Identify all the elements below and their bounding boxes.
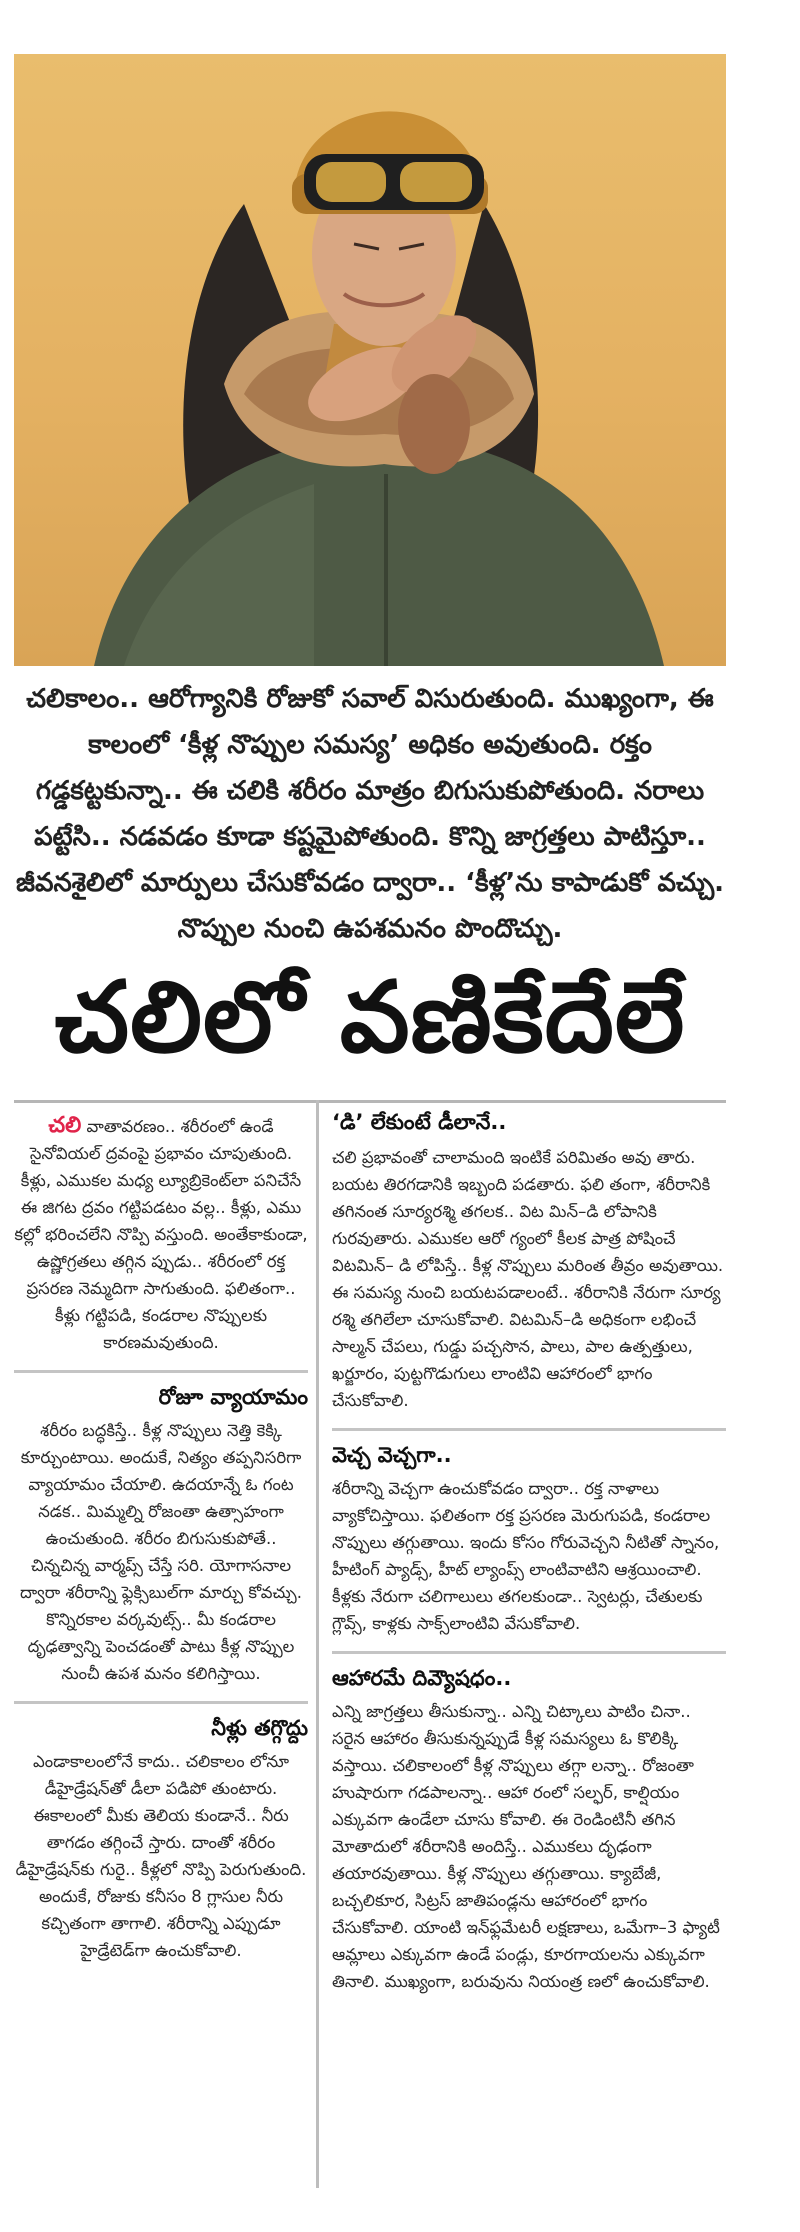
section-divider	[332, 1428, 726, 1431]
section-divider	[332, 1651, 726, 1654]
article-headline: చలిలో వణికేదేలే	[54, 961, 686, 1075]
right-column	[332, 1106, 726, 1995]
column-top-rule	[14, 1100, 726, 1103]
section-title-exercise: రోజూ వ్యాయామం	[158, 1385, 308, 1409]
opening-paragraph	[14, 1112, 308, 1356]
section-body-water: ఎండాకాలంలోనే కాదు.. చలికాలం లోనూ డీహైడ్రేషన్‌తో డీలా పడిపో తుంటారు. ఈకాలంలో మీకు తెలియ కుండానే.. నీరు తాగడం తగ్గించే స్తారు. దాంతో శరీరం డీహైడ్రేషన్‌కు గురై.. కీళ్లలో నొప్పి పెరుగుతుంది. అందుకే, రోజుకు కనీసం 8 గ్లాసుల నీరు కచ్చితంగా తాగాలి. శరీరాన్ని ఎప్పుడూ హైడ్రేటెడ్‌గా ఉంచుకోవాలి.	[15, 1752, 307, 1960]
section-title-warmth: వెచ్చ వెచ్చగా..	[332, 1443, 452, 1467]
section-body-vitamin-d: చలి ప్రభావంతో చాలామంది ఇంటికే పరిమితం అవు తారు. బయట తిరగడానికి ఇబ్బంది పడతారు. ఫలి తంగా, శరీరానికి తగినంత సూర్యరశ్మి తగలక.. విట మిన్–డి లోపానికి గురవుతారు. ఎముకల ఆరో గ్యంలో కీలక పాత్ర పోషించే విటమిన్– డి లోపిస్తే.. కీళ్ల నొప్పులు మరింత తీవ్రం అవుతాయి. ఈ సమస్య నుంచి బయటపడాలంటే.. శరీరానికి నేరుగా సూర్య రశ్మి తగిలేలా చూసుకోవాలి. విటమిన్–డి అధికంగా లభించే సాల్మన్ చేపలు, గుడ్డు పచ్చసొన, పాలు, పాల ఉత్పత్తులు, ఖర్జూరం, పుట్టగొడుగులు లాంటివి ఆహారంలో భాగం చేసుకోవాలి.	[332, 1148, 724, 1410]
opening-dropcap: చలి	[48, 1113, 82, 1138]
intro-paragraph: చలికాలం.. ఆరోగ్యానికి రోజుకో సవాల్ విసురుతుంది. ముఖ్యంగా, ఈ కాలంలో ‘కీళ్ల నొప్పుల సమస్య’ అధికం అవుతుంది. రక్తం గడ్డకట్టకున్నా.. ఈ చలికి శరీరం మాత్రం బిగుసుకుపోతుంది. నరాలు పట్టేసి.. నడవడం కూడా కష్టమైపోతుంది. కొన్ని జాగ్రత్తలు పాటిస్తూ.. జీవనశైలిలో మార్పులు చేసుకోవడం ద్వారా.. ‘కీళ్ల’ను కాపాడుకో వచ్చు. నొప్పుల నుంచి ఉపశమనం పొందొచ్చు.	[15, 684, 724, 944]
section-title-water: నీళ్లు తగ్గొద్దు	[211, 1716, 308, 1740]
woman-in-winter-clothes-illustration	[14, 54, 726, 666]
section-title-vitamin-d: ‘డి’ లేకుంటే డీలానే..	[332, 1110, 507, 1134]
section-body-exercise: శరీరం బద్ధకిస్తే.. కీళ్ల నొప్పులు నెత్తి కెక్కి కూర్చుంటాయి. అందుకే, నిత్యం తప్పనిసరిగా వ్యాయామం చేయాలి. ఉదయాన్నే ఓ గంట నడక.. మిమ్మల్ని రోజంతా ఉత్సాహంగా ఉంచుతుంది. శరీరం బిగుసుకుపోతే.. చిన్నచిన్న వార్మప్స్ చేస్తే సరి. యోగాసనాల ద్వారా శరీరాన్ని ఫ్లెక్సిబుల్‌గా మార్చు కోవచ్చు. కొన్నిరకాల వర్కవుట్స్.. మీ కండరాల దృఢత్వాన్ని పెంచడంతో పాటు కీళ్ల నొప్పుల నుంచీ ఉపశ మనం కలిగిస్తాయి.	[20, 1421, 302, 1683]
section-divider	[14, 1370, 308, 1373]
section-divider	[14, 1701, 308, 1704]
section-body-warmth: శరీరాన్ని వెచ్చగా ఉంచుకోవడం ద్వారా.. రక్త నాళాలు వ్యాకోచిస్తాయి. ఫలితంగా రక్త ప్రసరణ మెరుగుపడి, కండరాల నొప్పులు తగ్గుతాయి. ఇందు కోసం గోరువెచ్చని నీటితో స్నానం, హీటింగ్ ప్యాడ్స్, హీట్ ల్యాంప్స్ లాంటివాటిని ఆశ్రయించాలి. కీళ్లకు నేరుగా చలిగాలులు తగలకుండా.. స్వెటర్లు, చేతులకు గ్లౌవ్స్, కాళ్లకు సాక్స్‌లాంటివి వేసుకోవాలి.	[332, 1479, 720, 1633]
section-title-diet: ఆహారమే దివ్యౌషధం..	[332, 1666, 512, 1690]
opening-text: వాతావరణం.. శరీరంలో ఉండే సైనోవియల్ ద్రవంపై ప్రభావం చూపుతుంది. కీళ్లు, ఎముకల మధ్య ల్యూబ్రికెంట్‌లా పనిచేసే ఈ జిగట ద్రవం గట్టిపడటం వల్ల.. కీళ్లు, ఎము కల్లో భరించలేని నొప్పి వస్తుంది. అంతేకాకుండా, ఉష్ణోగ్రతలు తగ్గిన ప్పుడు.. శరీరంలో రక్త ప్రసరణ నెమ్మదిగా సాగుతుంది. ఫలితంగా.. కీళ్లు గట్టిపడి, కండరాల నొప్పులకు కారణమవుతుంది.	[14, 1117, 308, 1352]
section-body-diet: ఎన్ని జాగ్రత్తలు తీసుకున్నా.. ఎన్ని చిట్కాలు పాటిం చినా.. సరైన ఆహారం తీసుకున్నప్పుడే కీళ్ల సమస్యలు ఓ కొలిక్కి వస్తాయి. చలికాలంలో కీళ్ల నొప్పులు తగ్గా లన్నా.. రోజంతా హుషారుగా గడపాలన్నా.. ఆహా రంలో సల్ఫర్, కాల్షియం ఎక్కువగా ఉండేలా చూసు కోవాలి. ఈ రెండింటినీ తగిన మోతాదులో శరీరానికి అందిస్తే.. ఎముకలు దృఢంగా తయారవుతాయి. కీళ్ల నొప్పులు తగ్గుతాయి. క్యాబేజీ, బచ్చలికూర, సిట్రస్ జాతిపండ్లను ఆహారంలో భాగం చేసుకోవాలి. యాంటి ఇన్‌ఫ్లమేటరీ లక్షణాలు, ఒమేగా–3 ఫ్యాటీ ఆమ్లాలు ఎక్కువగా ఉండే పండ్లు, కూరగాయలను ఎక్కువగా తినాలి. ముఖ్యంగా, బరువును నియంత్ర ణలో ఉంచుకోవాలి.	[332, 1702, 720, 1991]
hero-photo	[14, 54, 726, 666]
left-column	[14, 1112, 308, 1964]
column-divider	[316, 1100, 319, 2188]
